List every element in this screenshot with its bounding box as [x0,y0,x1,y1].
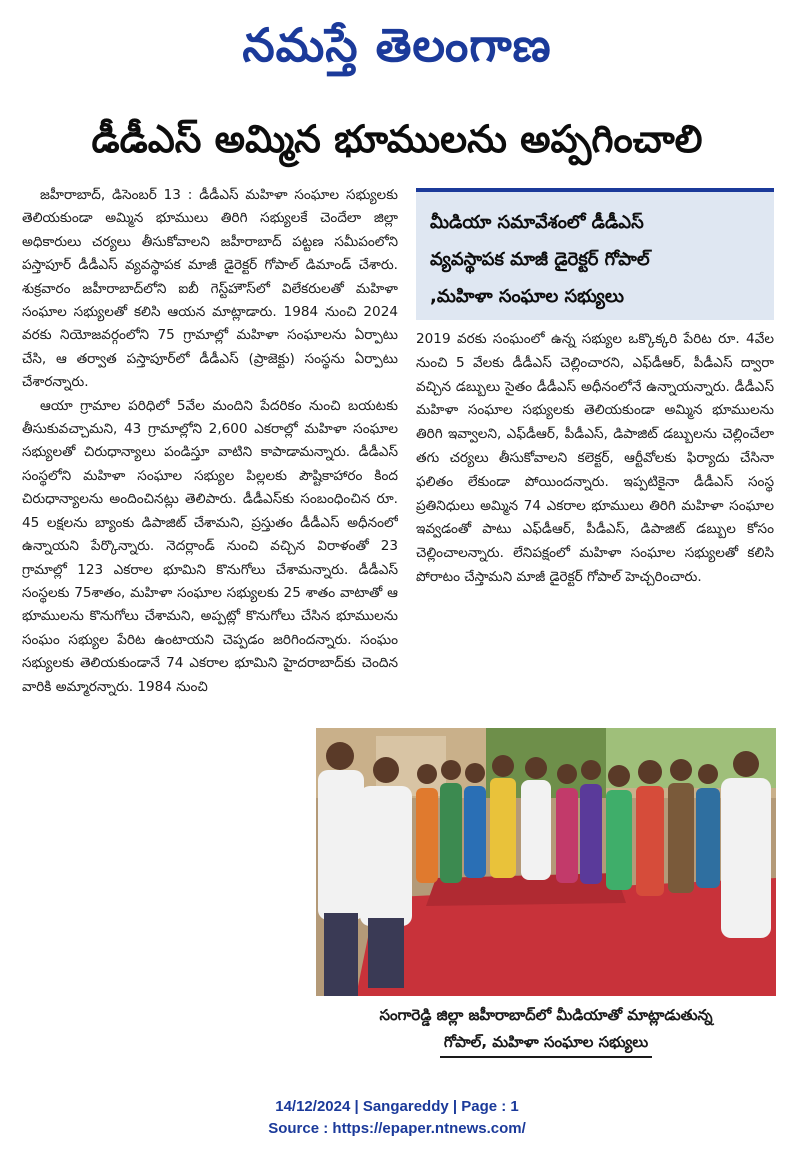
masthead [0,4,794,86]
callout-line: వ్యవస్థాపక మాజీ డైరెక్టర్‌ గోపాల్‌ [430,249,650,270]
article-paragraph: ఆయా గ్రామాల పరిధిలో 5వేల మందిని పేదరికం నుంచి బయటకు తీసుకువచ్చామని, 43 గ్రామాల్లోని 2,600 ఎకరాల్లో మహిళా సంఘాల సభ్యులతో చిరుధాన్యాలు పండిస్తూ వాటిని కాపాడామన్నారు. డీడీఎస్‌ సంస్థలోని మహిళా సంఘాల సభ్యుల పిల్లలకు పౌష్టికాహారం కింద చిరుధాన్యాలను అందించినట్లు తెలిపారు. డీడీఎస్‌కు సంబంధించిన రూ. 45 లక్షలను బ్యాంకు డిపాజిట్‌ చేశామని, ప్రస్తుతం డీడీఎస్‌ అధీనంలో ఉన్నాయని పేర్కొన్నారు. నెదర్లాండ్‌ నుంచి వచ్చిన విరాళంతో 23 గ్రామాల్లో 123 ఎకరాల భూమిని కొనుగోలు చేశామన్నారు. డీడీఎస్‌ సంస్థలకు 75శాతం, మహిళా సంఘాల సభ్యులకు 25 శాతం వాటాతో ఆ భూములను కొనుగోలు చేశామని, అప్పట్లో కొనుగోలు చేసిన భూములను సంఘం సభ్యుల పేరిట ఉంటాయని చెప్పడం జరిగిందన్నారు. సంఘం సభ్యులకు తెలియకుండానే 74 ఎకరాల భూమిని హైదరాబాద్‌కు చెందిన వారికి అమ్మారన్నారు. 1984 నుంచి [22,397,398,695]
page-footer [0,1096,794,1140]
caption-line: సంగారెడ్డి జిల్లా జహీరాబాద్‌లో మీడియాతో మాట్లాడుతున్న [379,1006,713,1024]
news-photo [316,728,776,996]
highlight-callout [416,188,774,320]
caption-line: గోపాల్‌, మహిళా సంఘాల సభ్యులు [440,1029,652,1058]
footer-source-link[interactable]: Source : https://epaper.ntnews.com/ [268,1120,526,1137]
article-paragraph: 2019 వరకు సంఘంలో ఉన్న సభ్యుల ఒక్కొక్కరి పేరిట రూ. 4వేల నుంచి 5 వేలకు డీడీఎస్‌ చెల్లించారని, ఎఫ్‌డీఆర్‌, పీడీఎస్‌ ద్వారా వచ్చిన డబ్బులు సైతం డీడీఎస్‌ అధీనంలోనే ఉన్నాయన్నారు. డీడీఎస్‌ మహిళా సంఘాల సభ్యులకు తెలియకుండా అమ్మిన భూములను తిరిగి ఇవ్వాలని, ఎఫ్‌డీఆర్‌, పీడీఎస్‌, డిపాజిట్‌ డబ్బులను చెల్లించేలా తగు చర్యలు తీసుకోవాలని కలెక్టర్‌, ఆర్టీవోలకు ఫిర్యాదు చేసినా ఫలితం లేకుండా పోయిందన్నారు. ఇప్పటికైనా డీడీఎస్‌ సంస్థ ప్రతినిధులు అమ్మిన 74 ఎకరాల భూములు తిరిగి మహిళా సంఘాల ఇవ్వడంతో పాటు ఎఫ్‌డీఆర్‌, పీడీఎస్‌, డిపాజిట్‌ డబ్బుల కోసం చెల్లించాలన్నారు. లేనిపక్షంలో మహిళా సంఘాల సభ్యులతో కలిసి పోరాటం చేస్తామని మాజీ డైరెక్టర్‌ గోపాల్‌ హెచ్చరించారు. [416,331,774,585]
callout-line: మీడియా సమావేశంలో డీడీఎస్‌ [430,212,644,233]
callout-line: ,మహిళా సంఘాల సభ్యులు [430,286,624,307]
footer-date-edition: 14/12/2024 | Sangareddy | Page : 1 [275,1098,519,1115]
masthead-logo: నమస్తే తెలంగాణ [242,18,552,72]
article-column-right [416,328,774,722]
photo-caption [314,1002,778,1058]
article-paragraph: జహీరాబాద్‌, డిసెంబర్‌ 13 : డీడీఎస్‌ మహిళా సంఘాల సభ్యులకు తెలియకుండా అమ్మిన భూములు తిరిగి సభ్యులకే చెందేలా జిల్లా అధికారులు చర్యలు తీసుకోవాలని జహీరాబాద్‌ పట్టణ సమీపంలోని పస్తాపూర్‌ డీడీఎస్‌ వ్యవస్థాపక మాజీ డైరెక్టర్‌ గోపాల్‌ డిమాండ్‌ చేశారు. శుక్రవారం జహీరాబాద్‌లోని ఐబీ గెస్ట్‌హౌస్‌లో విలేకరులతో మహిళా సంఘాల సభ్యులతో కలిసి ఆయన మాట్లాడారు. 1984 నుంచి 2024 వరకు నియోజవర్గంలోని 75 గ్రామాల్లో మహిళా సంఘాలను ఏర్పాటు చేసి, ఆ తర్వాత పస్తాపూర్‌లో డీడీఎస్‌ (ప్రాజెక్టు) సంస్థను ఏర్పాటు చేశారన్నారు. [22,187,398,391]
group-photo-illustration [316,728,776,996]
article-headline: డీడీఎస్‌ అమ్మిన భూములను అప్పగించాలి [91,117,703,161]
